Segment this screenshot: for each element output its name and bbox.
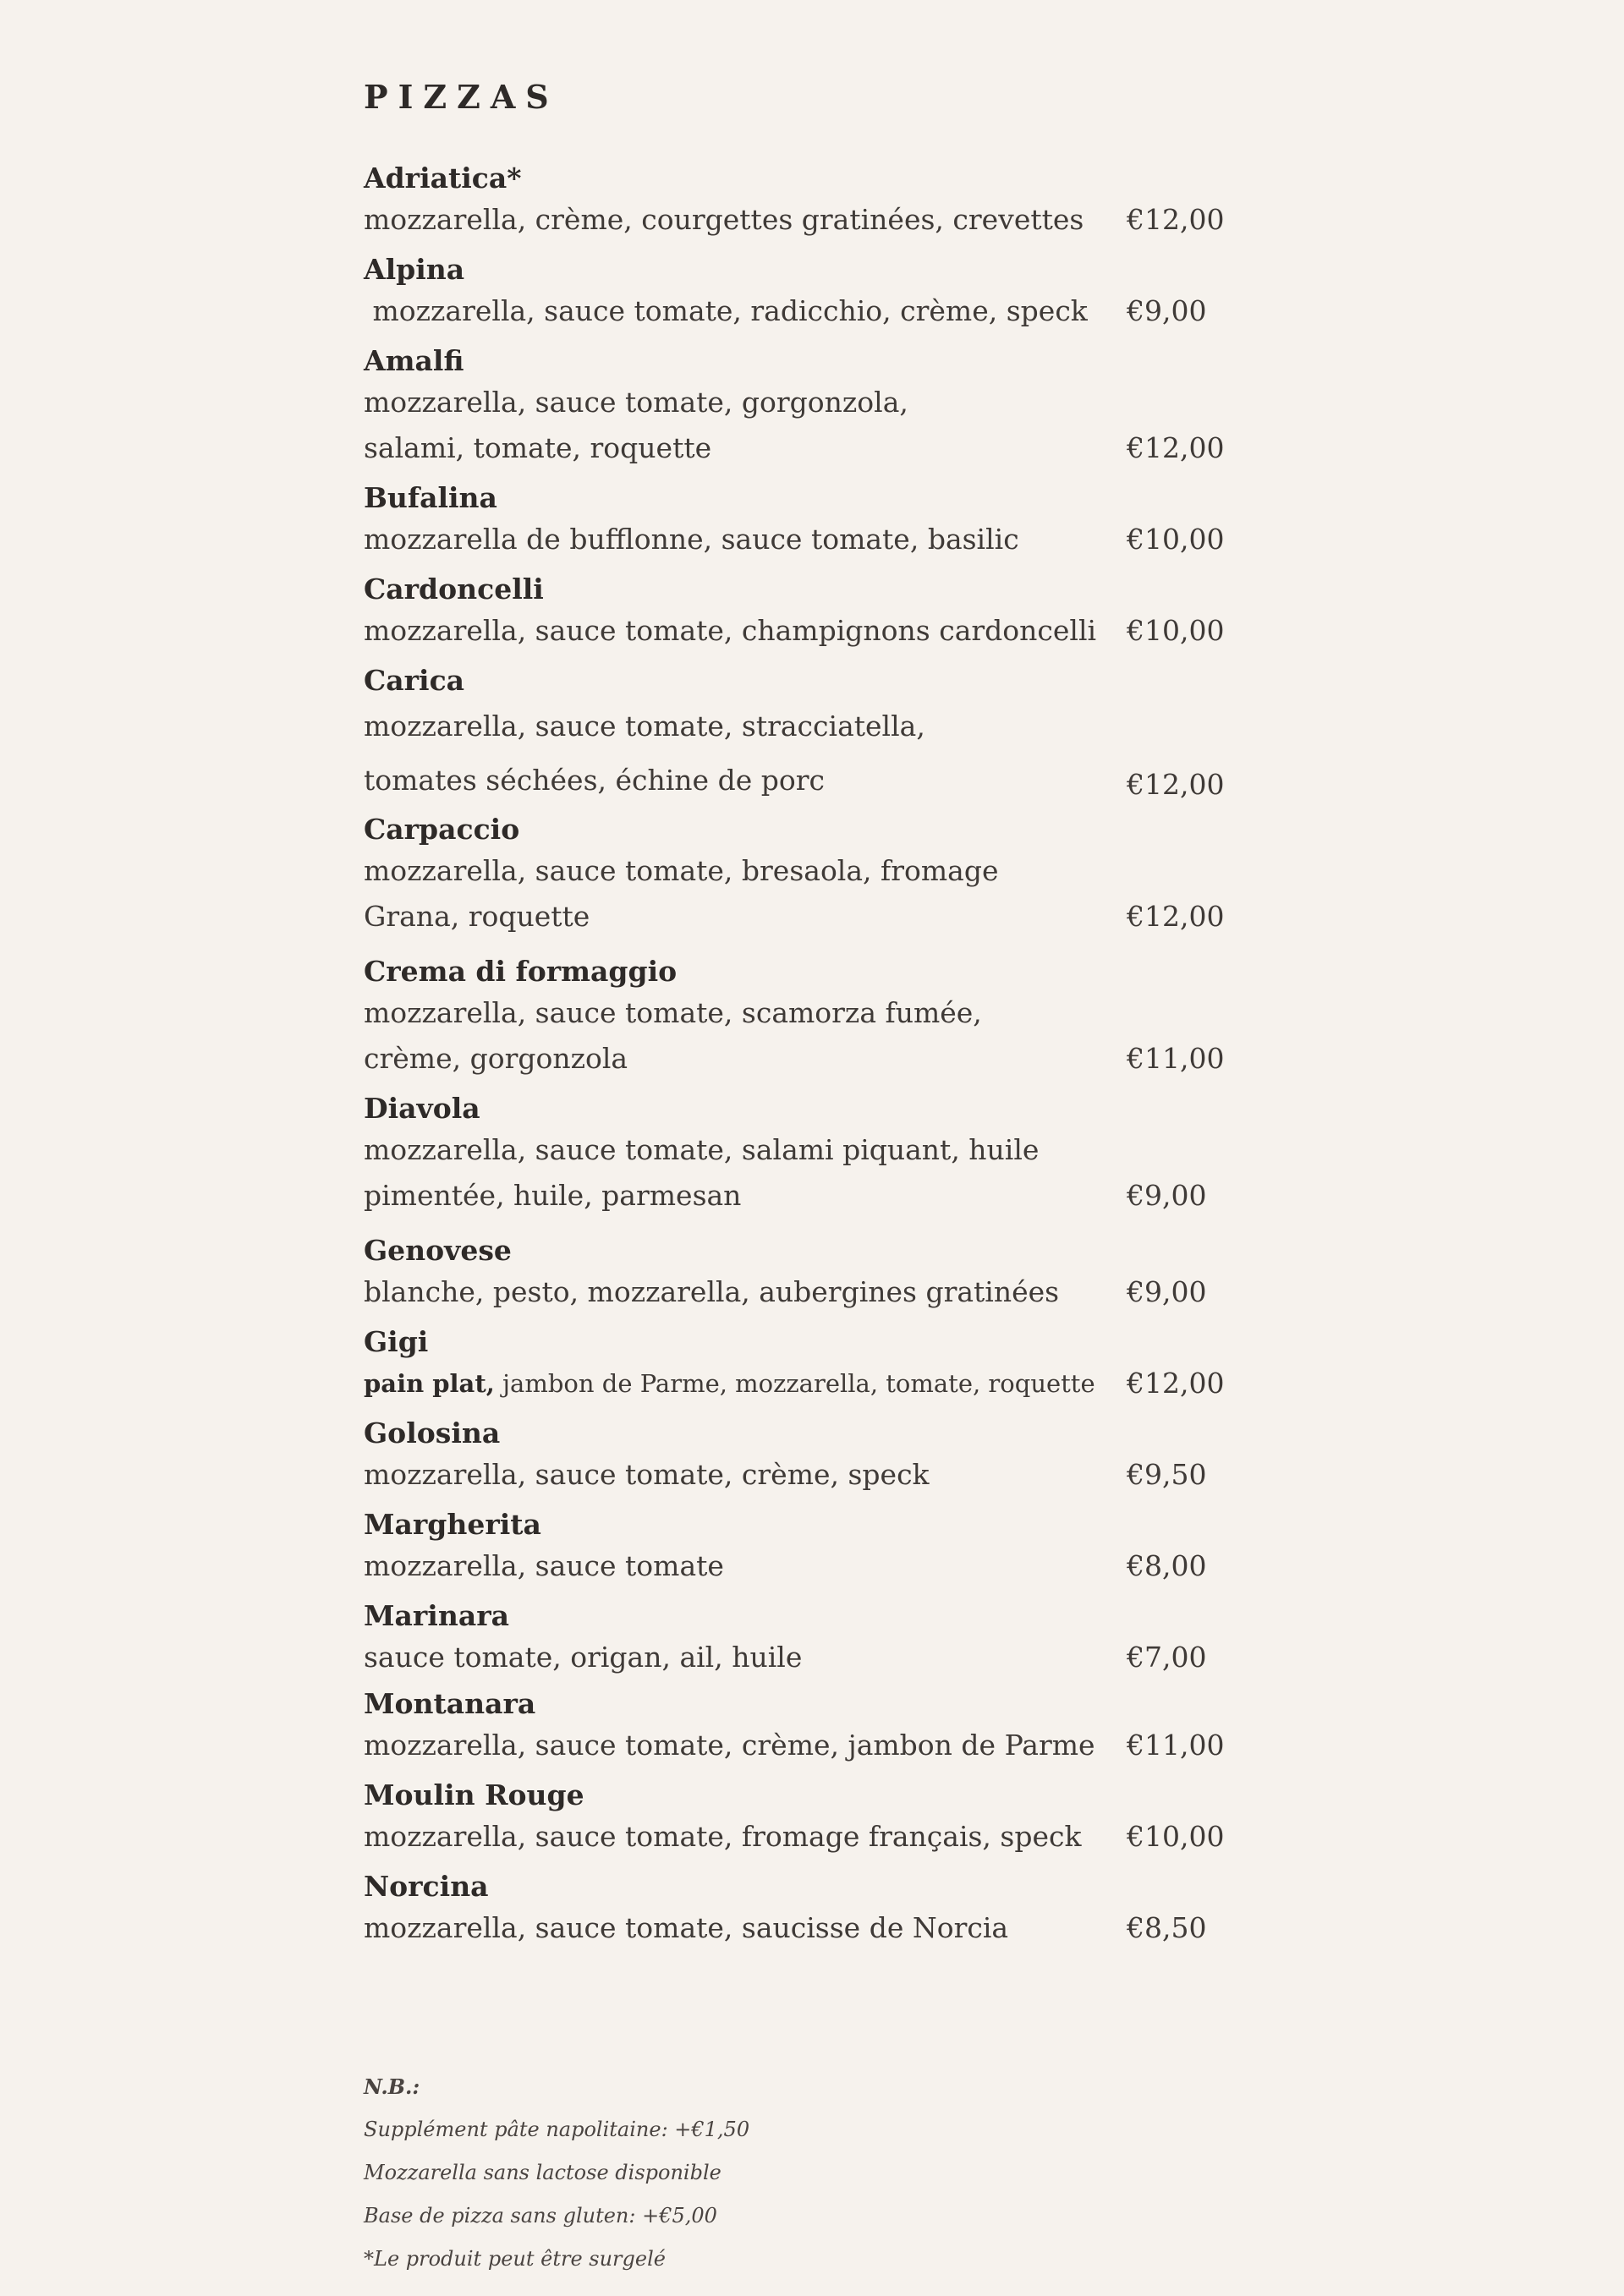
item-price: €8,00: [1127, 1549, 1207, 1582]
item-price: €12,00: [1127, 768, 1225, 801]
menu-page: [364, 78, 1260, 1951]
menu-item-alpina: [364, 251, 1260, 334]
note-line: *Le produit peut être surgelé: [364, 2247, 666, 2271]
item-name: Marinara: [364, 1599, 509, 1632]
item-name: Crema di formaggio: [364, 955, 678, 988]
item-price: €9,50: [1127, 1458, 1207, 1491]
section-title: PIZZAS: [364, 78, 559, 116]
item-description: mozzarella, sauce tomate, scamorza fumée, crème, gorgonzola: [364, 996, 982, 1075]
item-price: €8,50: [1127, 1911, 1207, 1944]
note-line: Mozzarella sans lactose disponible: [364, 2161, 721, 2184]
item-name: Bufalina: [364, 481, 497, 514]
menu-item-amalfi: [364, 342, 1260, 471]
item-description: mozzarella de bufflonne, sauce tomate, basilic: [364, 523, 1019, 556]
item-price: €12,00: [1127, 900, 1225, 933]
note-line: Supplément pâte napolitaine: +€1,50: [364, 2118, 750, 2141]
menu-item-crema-di-formaggio: [364, 953, 1260, 1082]
item-description-rest: jambon de Parme, mozzarella, tomate, roquette: [494, 1369, 1095, 1398]
item-name: Moulin Rouge: [364, 1778, 584, 1811]
item-name: Amalfi: [364, 344, 464, 377]
item-description: mozzarella, sauce tomate, champignons cardoncelli: [364, 614, 1097, 647]
item-name: Carpaccio: [364, 813, 520, 846]
item-name: Montanara: [364, 1687, 536, 1720]
item-price: €10,00: [1127, 523, 1225, 556]
item-description: mozzarella, sauce tomate, fromage français, speck: [364, 1820, 1082, 1853]
item-description: mozzarella, sauce tomate, gorgonzola, salami, tomate, roquette: [364, 386, 908, 464]
item-description: mozzarella, sauce tomate: [364, 1549, 724, 1582]
item-description: blanche, pesto, mozzarella, aubergines gratinées: [364, 1275, 1060, 1308]
item-name: Carica: [364, 664, 465, 697]
menu-item-marinara: [364, 1597, 1260, 1680]
item-description: mozzarella, sauce tomate, salami piquant, huile pimentée, huile, parmesan: [364, 1133, 1040, 1212]
menu-item-margherita: [364, 1506, 1260, 1589]
item-price: €9,00: [1127, 1179, 1207, 1212]
item-price: €10,00: [1127, 614, 1225, 647]
item-description: mozzarella, sauce tomate, stracciatella, tomates séchées, échine de porc: [364, 710, 925, 797]
item-price: €12,00: [1127, 203, 1225, 236]
item-price: €11,00: [1127, 1042, 1225, 1075]
item-name: Gigi: [364, 1325, 429, 1358]
item-name: Golosina: [364, 1417, 501, 1449]
menu-item-adriatica: [364, 160, 1260, 243]
item-price: €9,00: [1127, 1275, 1207, 1308]
menu-item-norcina: [364, 1868, 1260, 1951]
item-description: mozzarella, crème, courgettes gratinées, crevettes: [364, 203, 1084, 236]
item-name: Alpina: [364, 253, 465, 286]
menu-item-carica: [364, 662, 1260, 808]
menu-item-gigi: [364, 1323, 1260, 1406]
item-description: [364, 1361, 1108, 1406]
menu-item-montanara: [364, 1685, 1260, 1768]
menu-item-diavola: [364, 1090, 1260, 1219]
item-description: mozzarella, sauce tomate, crème, jambon de Parme: [364, 1729, 1095, 1762]
menu-item-genovese: [364, 1232, 1260, 1315]
menu-notes: [364, 2065, 1210, 2281]
item-description: mozzarella, sauce tomate, saucisse de Norcia: [364, 1911, 1009, 1944]
menu-item-cardoncelli: [364, 571, 1260, 654]
item-name: Margherita: [364, 1508, 541, 1541]
item-price: €11,00: [1127, 1729, 1225, 1762]
item-price: €12,00: [1127, 431, 1225, 464]
item-description: mozzarella, sauce tomate, bresaola, fromage Grana, roquette: [364, 854, 999, 933]
item-name: Adriatica*: [364, 162, 522, 195]
item-name: Norcina: [364, 1870, 489, 1903]
item-name: Genovese: [364, 1234, 512, 1267]
menu-item-golosina: [364, 1415, 1260, 1498]
notes-title: N.B.:: [364, 2074, 420, 2099]
menu-item-carpaccio: [364, 811, 1260, 940]
menu-item-bufalina: [364, 479, 1260, 562]
item-description: mozzarella, sauce tomate, radicchio, crème, speck: [364, 294, 1088, 327]
item-description-lead: pain plat,: [364, 1369, 495, 1398]
item-description: mozzarella, sauce tomate, crème, speck: [364, 1458, 930, 1491]
item-name: Cardoncelli: [364, 573, 544, 606]
item-price: €12,00: [1127, 1367, 1225, 1400]
note-line: Base de pizza sans gluten: +€5,00: [364, 2204, 717, 2228]
item-description: sauce tomate, origan, ail, huile: [364, 1641, 803, 1674]
item-price: €9,00: [1127, 294, 1207, 327]
item-name: Diavola: [364, 1092, 480, 1125]
item-price: €7,00: [1127, 1641, 1207, 1674]
item-price: €10,00: [1127, 1820, 1225, 1853]
menu-item-moulin-rouge: [364, 1777, 1260, 1860]
